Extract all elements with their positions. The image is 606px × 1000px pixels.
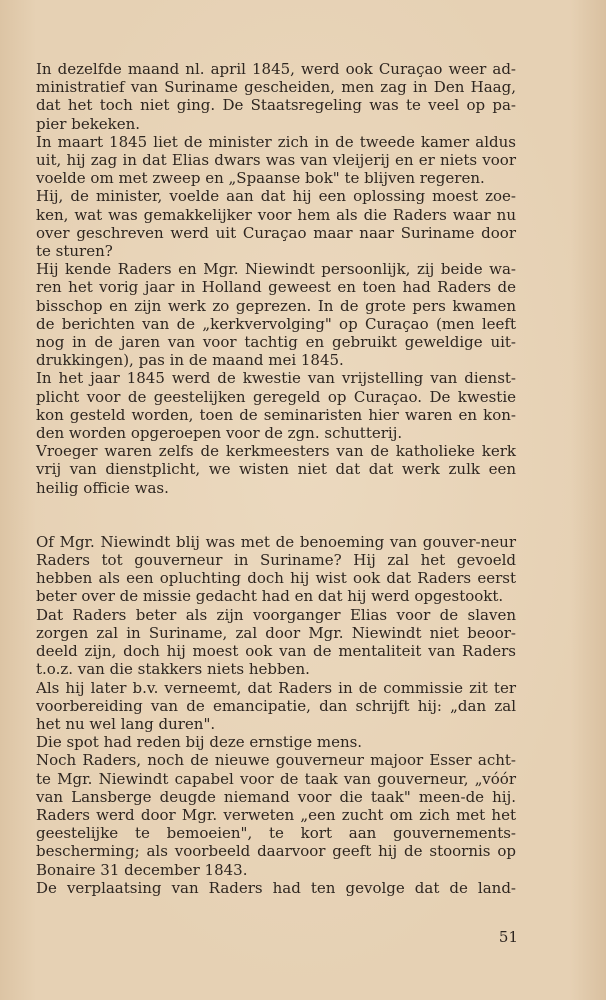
body-text bbox=[36, 60, 516, 897]
paragraph: Hij, de minister, voelde aan dat hij een oplossing moest zoe-ken, wat was gemakkelijker voor hem als die Raders waar nu over geschreven werd uit Curaçao maar naar Suriname door te sturen? bbox=[36, 187, 516, 261]
paragraph: Als hij later b.v. verneemt, dat Raders in de commissie zit ter voorbereiding van de emancipatie, dan schrijft hij: „dan zal het nu wel lang duren". bbox=[36, 678, 516, 733]
paragraph: Of Mgr. Niewindt blij was met de benoeming van gouver-neur Raders tot gouverneur in Suriname? Hij zal het gevoeld hebben als een opluchting doch hij wist ook dat Raders eerst beter over de missie gedacht had en dat hij werd opgestookt. bbox=[36, 532, 516, 606]
paragraph: Vroeger waren zelfs de kerkmeesters van de katholieke kerk vrij van dienstplicht, we wisten niet dat dat werk zulk een heilig officie was. bbox=[36, 442, 516, 497]
paragraph: In maart 1845 liet de minister zich in de tweede kamer aldus uit, hij zag in dat Elias dwars was van vleijerij en er niets voor voelde om met zweep en „Spaanse bok" te blijven regeren. bbox=[36, 132, 516, 188]
paragraph: In het jaar 1845 werd de kwestie van vrijstelling van dienst-plicht voor de geestelijken geregeld op Curaçao. De kwestie kon gesteld worden, toen de seminaristen hier waren en kon-den worden opgeroepen voor de zgn. schutterij. bbox=[36, 369, 516, 443]
paragraph: Die spot had reden bij deze ernstige mens. bbox=[36, 733, 363, 752]
paragraph: Noch Raders, noch de nieuwe gouverneur majoor Esser acht-te Mgr. Niewindt capabel voor de taak van gouverneur, „vóór van Lansberge deugde niemand voor die taak" meen-de hij. Raders werd door Mgr. verweten „een zucht om zich met het geestelijke te bemoeien", te kort aan gouvernements-bescherming; als voorbeeld daarvoor geeft hij de stoornis op Bonaire 31 december 1843. bbox=[36, 751, 516, 879]
paragraph: De verplaatsing van Raders had ten gevolge dat de land- bbox=[36, 878, 516, 897]
page-number: 51 bbox=[498, 928, 518, 946]
paragraph: Hij kende Raders en Mgr. Niewindt persoonlijk, zij beide wa-ren het vorig jaar in Holland geweest en toen had Raders de bisschop en zijn werk zo geprezen. In de grote pers kwamen de berichten van de „kerkvervolging" op Curaçao (men leeft nog in de jaren van voor tachtig en gebruikt geweldige uit-drukkingen), pas in de maand mei 1845. bbox=[36, 260, 516, 370]
section-break bbox=[36, 497, 516, 533]
paragraph: Dat Raders beter als zijn voorganger Elias voor de slaven zorgen zal in Suriname, zal door Mgr. Niewindt niet beoor-deeld zijn, doch hij moest ook van de mentaliteit van Raders t.o.z. van die stakkers niets hebben. bbox=[36, 605, 516, 679]
paragraph: In dezelfde maand nl. april 1845, werd ook Curaçao weer ad-ministratief van Suriname gescheiden, men zag in Den Haag, dat het toch niet ging. De Staatsregeling was te veel op pa-pier bekeken. bbox=[36, 60, 516, 133]
